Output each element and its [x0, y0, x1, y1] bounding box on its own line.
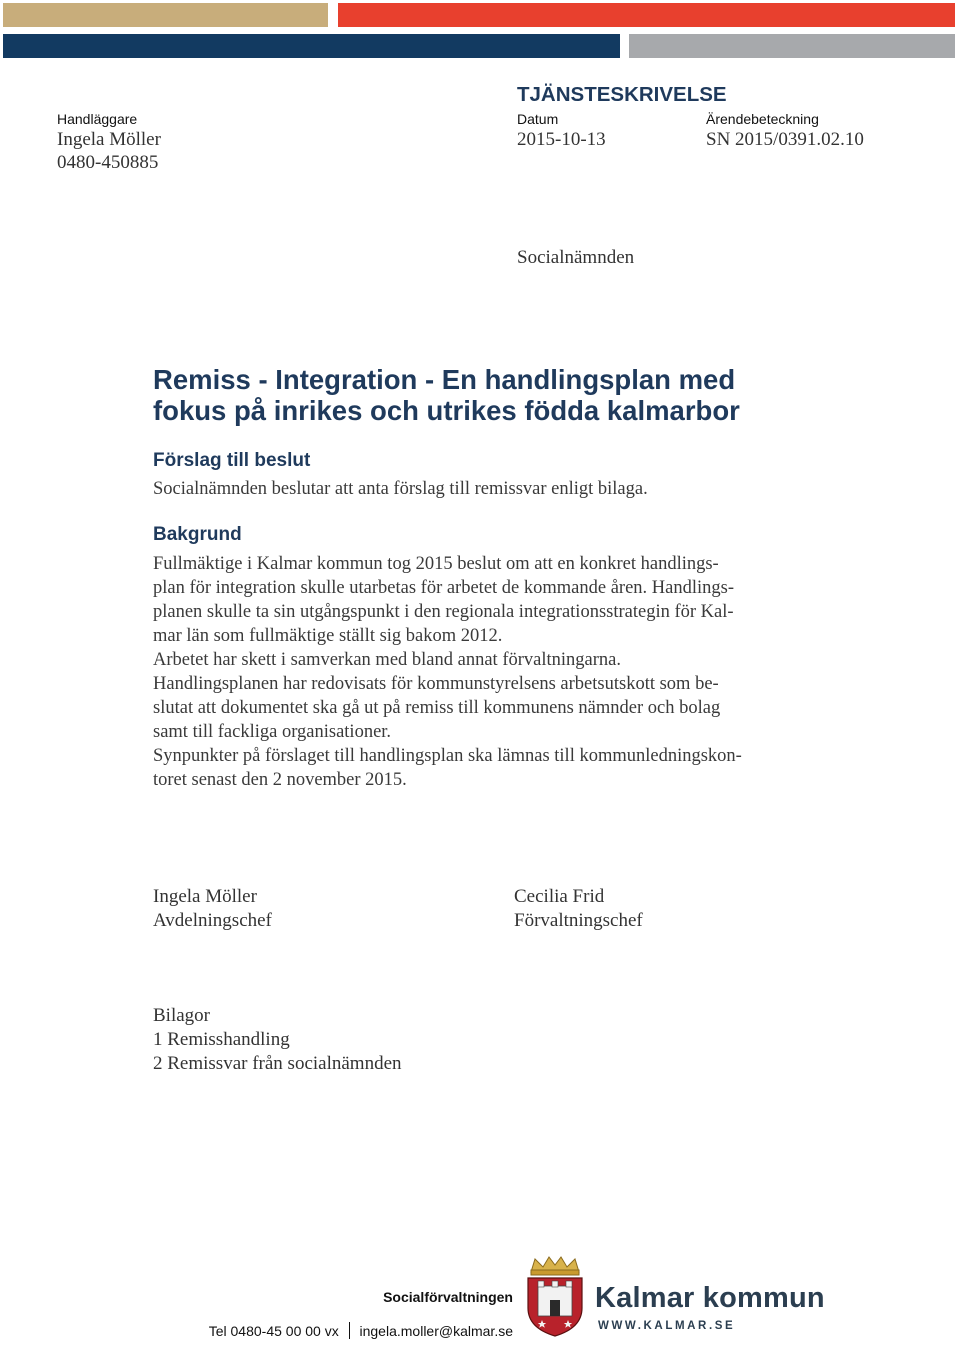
section-heading-forslag: Förslag till beslut	[153, 450, 311, 471]
signature-title: Förvaltningschef	[514, 910, 643, 931]
top-bar-grey	[629, 34, 955, 58]
title-line: Remiss - Integration - En handlingsplan med	[153, 364, 736, 395]
datum-value: 2015-10-13	[517, 129, 606, 150]
handlaggare-name: Ingela Möller	[57, 129, 161, 150]
attachment-item: 1 Remisshandling	[153, 1029, 290, 1050]
attachments-block	[153, 1004, 402, 1076]
attachment-item: 2 Remissvar från socialnämnden	[153, 1053, 402, 1074]
paragraph-line: Socialnämnden beslutar att anta förslag till remissvar enligt bilaga.	[153, 479, 648, 499]
signature-name: Cecilia Frid	[514, 886, 605, 907]
footer-email[interactable]: ingela.moller@kalmar.se	[359, 1323, 513, 1339]
recipient: Socialnämnden	[517, 247, 635, 268]
brand-name: Kalmar kommun	[595, 1282, 825, 1314]
section-body-bakgrund	[153, 552, 742, 792]
handlaggare-label: Handläggare	[57, 111, 138, 127]
title-line: fokus på inrikes och utrikes födda kalmarbor	[153, 395, 740, 426]
paragraph-line: Fullmäktige i Kalmar kommun tog 2015 beslut om att en konkret handlings-	[153, 554, 719, 574]
brand-url[interactable]: WWW.KALMAR.SE	[598, 1320, 736, 1332]
footer-department: Socialförvaltningen	[383, 1289, 513, 1305]
section-body-forslag	[153, 477, 648, 501]
footer-separator	[349, 1322, 350, 1339]
top-bar-gold	[3, 3, 328, 27]
page-title	[153, 364, 740, 426]
signature-name: Ingela Möller	[153, 886, 257, 907]
arende-value: SN 2015/0391.02.10	[706, 129, 864, 150]
signature-title: Avdelningschef	[153, 910, 272, 931]
section-heading-bakgrund: Bakgrund	[153, 524, 242, 545]
handlaggare-phone: 0480-450885	[57, 152, 159, 173]
signature-block-1	[153, 885, 272, 933]
paragraph-line: planen skulle ta sin utgångspunkt i den regionala integrationsstrategin för Kal-	[153, 602, 734, 622]
top-bar-navy	[3, 34, 620, 58]
document-type: TJÄNSTESKRIVELSE	[517, 83, 727, 106]
paragraph-line: plan för integration skulle utarbetas för arbetet de kommande åren. Handlings-	[153, 578, 735, 598]
attachments-heading: Bilagor	[153, 1005, 210, 1026]
paragraph-line: samt till fackliga organisationer.	[153, 722, 392, 742]
datum-label: Datum	[517, 111, 559, 127]
paragraph-line: toret senast den 2 november 2015.	[153, 770, 407, 790]
paragraph-line: Synpunkter på förslaget till handlingsplan ska lämnas till kommunledningskon-	[153, 746, 742, 766]
signature-block-2	[514, 885, 643, 933]
arende-label: Ärendebeteckning	[706, 111, 819, 127]
paragraph-line: Handlingsplanen har redovisats för kommunstyrelsens arbetsutskott som be-	[153, 674, 719, 694]
footer-contact	[209, 1322, 513, 1339]
paragraph-line: mar län som fullmäktige ställt sig bakom 2012.	[153, 626, 503, 646]
paragraph-line: slutat att dokumentet ska gå ut på remiss till kommunens nämnder och bolag	[153, 698, 721, 718]
footer-phone: Tel 0480-45 00 00 vx	[208, 1323, 339, 1339]
top-bar-red	[338, 3, 955, 27]
kalmar-coat-of-arms-icon	[525, 1256, 585, 1338]
paragraph-line: Arbetet har skett i samverkan med bland annat förvaltningarna.	[153, 650, 621, 670]
